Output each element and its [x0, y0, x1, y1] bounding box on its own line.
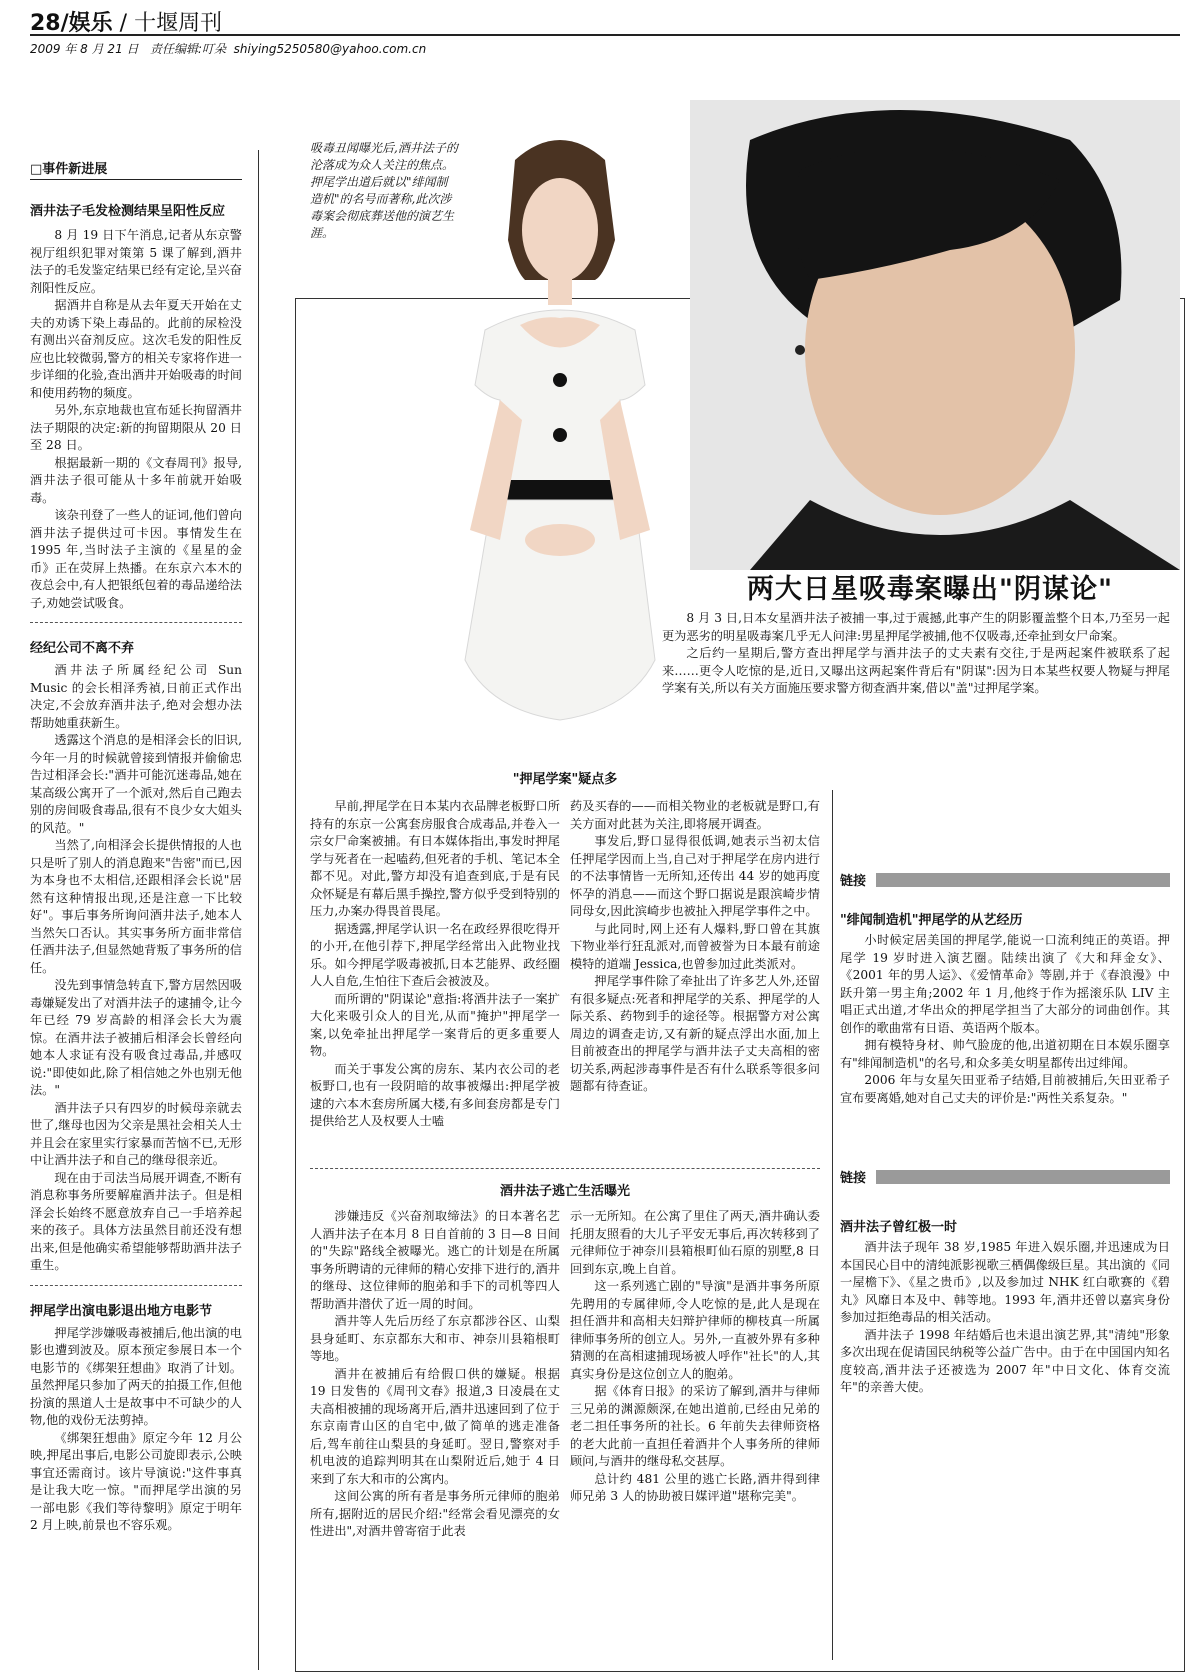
- section-name: 娱乐: [68, 11, 113, 36]
- paragraph: 酒井法子只有四岁的时候母亲就去世了,继母也因为父亲是黑社会相关人士并且会在家里实行家暴而苦恼不已,无形中让酒井法子和自己的继母很亲近。: [30, 1100, 242, 1167]
- paragraph: 另外,东京地裁也宣布延长拘留酒井法子期限的决定:新的拘留期限从 20 日至 28 日。: [30, 403, 242, 452]
- section-2-title: 酒井法子逃亡生活曝光: [499, 1184, 630, 1199]
- paragraph: 小时候定居美国的押尾学,能说一口流利纯正的英语。押尾学 19 岁时进入演艺圈。陆续出演了《大和拜金女》、《2001 年的男人运》、《爱情革命》等剧,并于《春浪漫》中跃升第一男主角;2002 年 1 月,他终于作为摇滚乐队 LIV 主唱正式出道,才华出众的押尾学担当了大部分的词曲创作。其创作的歌曲常有日语、英语两个版本。: [840, 933, 1170, 1035]
- link-header: [840, 870, 1170, 889]
- editor: 责任编辑:叮朵: [149, 42, 227, 56]
- woman-illustration: [430, 100, 690, 760]
- paragraph: 《绑架狂想曲》原定今年 12 月公映,押尾出事后,电影公司旋即表示,公映事宜还需商讨。该片导演说:"这件事真是让我大吃一惊。"而押尾学出演的另一部电影《我们等待黎明》原定于明年 2 月上映,前景也不容乐观。: [30, 1430, 242, 1532]
- paragraph: 当然了,向相泽会长提供情报的人也只是听了别人的消息跑来"告密"而已,因为本身也不太相信,还跟相泽会长说"居然有这种情报出现,还是注意一下比较好"。事后事务所询问酒井法子,她本人当然矢口否认。其实事务所方面非常信任酒井法子,但显然她背叛了事务所的信任。: [30, 838, 242, 975]
- section-2-column-1: [310, 1208, 560, 1541]
- page-header: [30, 6, 222, 37]
- paragraph: 现在由于司法当局展开调查,不断有消息称事务所要解雇酒井法子。但是相泽会长始终不愿意放弃自己一手培养起来的孩子。具体方法虽然目前还没有想出来,但是他确实希望能够帮助酒井法子重生。: [30, 1170, 242, 1272]
- issue-date: 2009 年 8 月 21 日: [30, 42, 139, 56]
- paragraph: 8 月 19 日下午消息,记者从东京警视厅组织犯罪对策第 5 课了解到,酒井法子的毛发鉴定结果已经有定论,呈兴奋剂阳性反应。: [30, 228, 242, 295]
- paper-name: 十堰周刊: [134, 11, 223, 36]
- photo-man: [690, 100, 1180, 570]
- grey-bar: [876, 1170, 1170, 1184]
- header-meta: [30, 40, 426, 57]
- section-2-column-2: [570, 1208, 820, 1506]
- paragraph: 透露这个消息的是相泽会长的旧识,今年一月的时候就曾接到情报并偷偷忠告过相泽会长:"酒井可能沉迷毒品,她在某高级公寓开了一个派对,然后自己跑去别的房间吸食毒品,很有不良少女大姐头的风范。": [30, 733, 242, 835]
- section-1-column-1: [310, 798, 560, 1131]
- article-1-title: 酒井法子毛发检测结果呈阳性反应: [30, 204, 226, 219]
- article-3-title: 押尾学出演电影退出地方电影节: [30, 1303, 213, 1319]
- header-rule: [30, 34, 1180, 36]
- section-label: □事件新进展: [30, 158, 242, 180]
- paragraph: 押尾学涉嫌吸毒被捕后,他出演的电影也遭到波及。原本预定参展日本一个电影节的《绑架狂想曲》取消了计划。虽然押尾只参加了两天的拍摄工作,但他扮演的黑道人士是故事中不可缺少的人物,他的戏份无法剪掉。: [30, 1325, 242, 1427]
- paragraph: 押尾学事件除了牵扯出了许多艺人外,还留有很多疑点:死者和押尾学的关系、押尾学的人际关系、药物到手的途径等。根据警方对公寓周边的调查走访,又有新的疑点浮出水面,加上目前被查出的押尾学与酒井法子丈夫高相的密切关系,两起涉毒事件是否有什么联系等很多问题都有待查证。: [570, 974, 820, 1093]
- paragraph: 涉嫌违反《兴奋剂取缔法》的日本著名艺人酒井法子在本月 8 日自首前的 3 日—8 日间的"失踪"路线全被曝光。逃亡的计划是在所属事务所聘请的元律师的精心安排下进行的,酒井的继母、这位律师的胞弟和手下的司机等四人帮助酒井潜伏了近一周的时间。: [310, 1209, 560, 1311]
- paragraph: 根据最新一期的《文春周刊》报导,酒井法子很可能从十多年前就开始吸毒。: [30, 455, 242, 505]
- paragraph: 据透露,押尾学认识一名在政经界很吃得开的小开,在他引荐下,押尾学经常出入此物业找乐。如今押尾学吸毒被抓,日本艺能界、政经圈人人自危,生怕往下查后会被波及。: [310, 921, 560, 988]
- divider: [30, 1285, 242, 1286]
- paragraph: 酒井等人先后历经了东京都涉谷区、山梨县身延町、东京都东大和市、神奈川县箱根町等地。: [310, 1314, 560, 1363]
- sidebar-divider: [832, 790, 833, 1660]
- paragraph: 之后约一星期后,警方查出押尾学与酒井法子的丈夫素有交往,于是两起案件被联系了起来……更令人吃惊的是,近日,又曝出这两起案件背后有"阴谋":因为日本某些权要人物疑与押尾学案有关,所以有关方面施压要求警方彻查酒井案,借以"盖"过押尾学案。: [662, 646, 1170, 695]
- paragraph: 而所谓的"阴谋论"意指:将酒井法子一案扩大化来吸引众人的目光,从而"掩护"押尾学一案,以免牵扯出押尾学一案背后的更多重要人物。: [310, 991, 560, 1058]
- article-1-body: [30, 227, 242, 612]
- paragraph: 示一无所知。在公寓了里住了两天,酒井确认委托朋友照看的大儿子平安无事后,再次转移到了元律师位于神奈川县箱根町仙石原的别墅,8 日回到东京,晚上自首。: [570, 1209, 820, 1276]
- paragraph: 8 月 3 日,日本女星酒井法子被捕一事,过于震撼,此事产生的阴影覆盖整个日本,乃至另一起更为恶劣的明星吸毒案几乎无人问津:男星押尾学被捕,他不仅吸毒,还牵扯到女尸命案。: [662, 611, 1170, 643]
- column-divider: [258, 150, 259, 1670]
- editor-email: shiying5250580@yahoo.com.cn: [233, 42, 427, 56]
- sidebar-2-title: 酒井法子曾红极一时: [840, 1220, 958, 1235]
- paragraph: 该杂刊登了一些人的证词,他们曾向酒井法子提供过可卡因。事情发生在 1995 年,当时法子主演的《星星的金币》正在荧屏上热播。在东京六本木的夜总会中,有人把银纸包着的毒品递给法子,劝她尝试吸食。: [30, 508, 242, 610]
- header-slash: /: [112, 11, 135, 36]
- paragraph: 据《体育日报》的采访了解到,酒井与律师三兄弟的渊源颇深,在她出道前,已经由兄弟的老二担任事务所的社长。6 年前失去律师资格的老大此前一直担任着酒井个人事务所的律师顾问,与酒井的继母私交甚厚。: [570, 1384, 820, 1468]
- paragraph: 药及买春的——而相关物业的老板就是野口,有关方面对此甚为关注,即将展开调查。: [570, 799, 820, 831]
- paragraph: 这间公寓的所有者是事务所元律师的胞弟所有,据附近的居民介绍:"经常会看见漂亮的女性进出",对酒井曾寄宿于此表: [310, 1489, 560, 1538]
- main-headline: 两大日星吸毒案曝出"阴谋论": [746, 574, 1114, 605]
- paragraph: 2006 年与女星矢田亚希子结婚,目前被捕后,矢田亚希子宣布要离婚,她对自己丈夫的评价是:"两性关系复杂。": [840, 1073, 1170, 1105]
- section-divider: [310, 1168, 820, 1169]
- sidebar-1-title: "绯闻制造机"押尾学的从艺经历: [840, 913, 1023, 928]
- link-label: 链接: [840, 874, 867, 889]
- article-2-body: [30, 662, 242, 1275]
- sidebar-2-body: [840, 1239, 1170, 1397]
- paragraph: 拥有模特身材、帅气脸庞的他,出道初期在日本娱乐圈享有"绯闻制造机"的名号,和众多美女明星都传出过绯闻。: [840, 1038, 1170, 1070]
- paragraph: 与此同时,网上还有人爆料,野口曾在其旗下物业举行狂乱派对,而曾被誉为日本最有前途模特的道端 Jessica,也曾参加过此类派对。: [570, 921, 820, 971]
- paragraph: 而关于事发公寓的房东、某内衣公司的老板野口,也有一段阴暗的故事被爆出:押尾学被逮的六本木套房所属大楼,有多间套房都是专门提供给艺人及权要人士嗑: [310, 1061, 560, 1128]
- lead-text: [662, 610, 1170, 698]
- sidebar-1-body: [840, 932, 1170, 1107]
- section-1-title: "押尾学案"疑点多: [512, 772, 618, 787]
- man-illustration: [690, 100, 1180, 570]
- page-number: 28/: [30, 11, 69, 36]
- article-3-body: [30, 1325, 242, 1535]
- section-1-column-2: [570, 798, 820, 1096]
- paragraph: 酒井法子所属经纪公司 Sun Music 的会长相泽秀禎,日前正式作出决定,不会放弃酒井法子,绝对会想办法帮助她重获新生。: [30, 663, 242, 730]
- link-label-2: 链接: [840, 1171, 867, 1186]
- paragraph: 酒井法子现年 38 岁,1985 年进入娱乐圈,并迅速成为日本国民心目中的清纯派影视歌三栖偶像级巨星。其出演的《同一屋檐下》、《星之贵币》,以及参加过 NHK 红白歌赛的《碧丸》风靡日本及中、韩等地。1993 年,酒井还曾以嘉宾身份参加过拒绝毒品的相关活动。: [840, 1240, 1170, 1324]
- photo-caption: 吸毒丑闻曝光后,酒井法子的沦落成为众人关注的焦点。押尾学出道后就以"绯闻制造机"的名号而著称,此次涉毒案会彻底葬送他的演艺生涯。: [310, 141, 458, 240]
- grey-bar: [876, 873, 1170, 887]
- divider: [30, 622, 242, 623]
- right-sidebar: [840, 870, 1170, 1397]
- paragraph: 据酒井自称是从去年夏天开始在丈夫的劝诱下染上毒品的。此前的尿检没有测出兴奋剂反应。这次毛发的阳性反应也比较微弱,警方的相关专家将作进一步详细的化验,查出酒井开始吸毒的时间和使用药物的频度。: [30, 298, 242, 400]
- left-column: [30, 158, 242, 1535]
- paragraph: 早前,押尾学在日本某内衣品牌老板野口所持有的东京一公寓套房服食合成毒品,并卷入一宗女尸命案被捕。有日本媒体指出,事发时押尾学与死者在一起嗑药,但死者的手机、笔记本全都不见。对此,警方却没有追查到底,于是有民众怀疑是有幕后黑手操控,警方似乎受到特别的压力,办案办得畏首畏尾。: [310, 799, 560, 918]
- paragraph: 酒井法子 1998 年结婚后也未退出演艺界,其"清纯"形象多次出现在促请国民纳税等公益广告中。由于在中国国内知名度较高,酒井法子还被选为 2007 年"中日文化、体育交流年"的亲善大使。: [840, 1327, 1170, 1394]
- paragraph: 没先到事情急转直下,警方居然因吸毒嫌疑发出了对酒井法子的逮捕令,让今年已经 79 岁高龄的相泽会长大为震惊。在酒井法子被捕后相泽会长曾经向她本人求证有没有吸食过毒品,并感叹说:"即使如此,除了相信她之外也别无他法。": [30, 978, 242, 1097]
- paragraph: 酒井在被捕后有给假口供的嫌疑。根据 19 日发售的《周刊文春》报道,3 日凌晨在丈夫高相被捕的现场离开后,酒井迅速回到了位于东京南青山区的自宅中,做了简单的逃走准备后,驾车前往山梨县的身延町。翌日,警察对手机电波的追踪判明其在山梨附近后,她于 4 日来到了东大和市的公寓内。: [310, 1366, 560, 1486]
- article-2-title: 经纪公司不离不弃: [30, 641, 135, 656]
- link-header-2: [840, 1167, 1170, 1186]
- paragraph: 这一系列逃亡剧的"导演"是酒井事务所原先聘用的专属律师,令人吃惊的是,此人是现在担任酒井和高相夫妇辩护律师的柳枝真一所属律师事务所的创立人。另外,一直被外界有多种猜测的在高相逮捕现场被人呼作"社长"的人,其真实身份是这位创立人的胞弟。: [570, 1279, 820, 1381]
- paragraph: 事发后,野口显得很低调,她表示当初太信任押尾学因而上当,自己对于押尾学在房内进行的不法事情皆一无所知,还传出 44 岁的她再度怀孕的消息——而这个野口据说是跟滨崎步情同母女,因此滨崎步也被扯入押尾学事件之中。: [570, 834, 820, 918]
- paragraph: 总计约 481 公里的逃亡长路,酒井得到律师兄弟 3 人的协助被日媒评道"堪称完美"。: [570, 1471, 820, 1503]
- photo-woman: [430, 100, 690, 760]
